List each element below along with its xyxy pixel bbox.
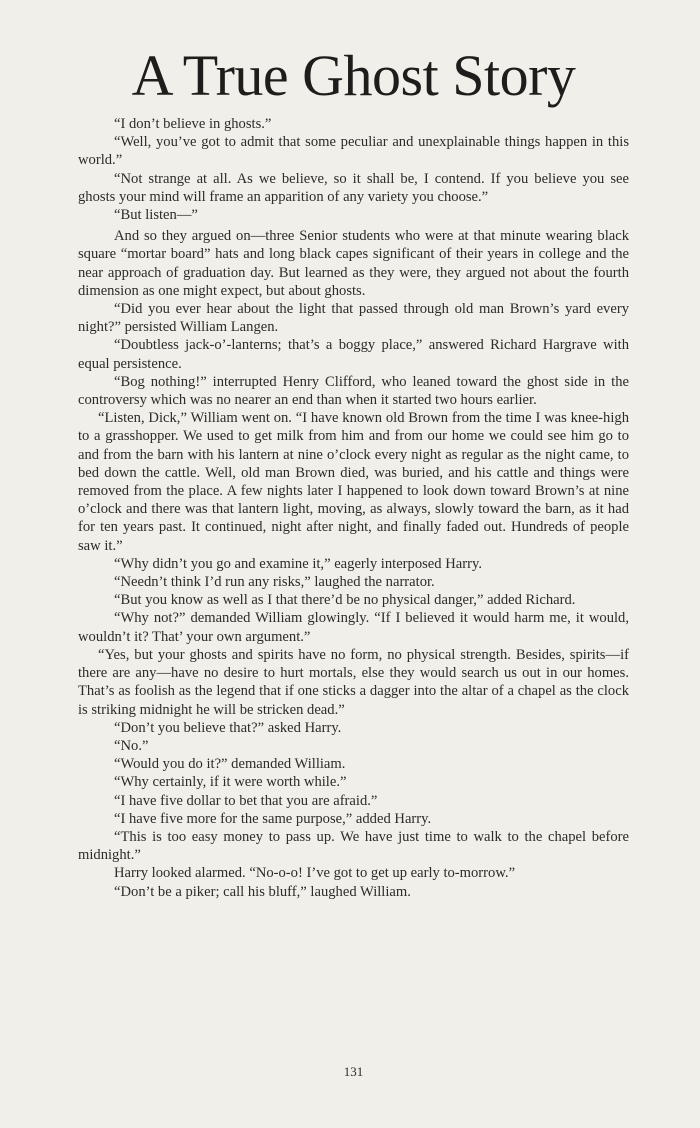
paragraph: “This is too easy money to pass up. We have just time to walk to the chapel before midnight.” xyxy=(78,828,629,864)
paragraph: “Needn’t think I’d run any risks,” laughed the narrator. xyxy=(114,574,435,591)
paragraph: Harry looked alarmed. “No-o-o! I’ve got to get up early to-morrow.” xyxy=(114,865,516,882)
paragraph: “But listen—” xyxy=(114,207,198,224)
paragraph: “I have five dollar to bet that you are afraid.” xyxy=(114,792,378,809)
paragraph: “No.” xyxy=(114,737,149,754)
paragraph: “Doubtless jack-o’-lanterns; that’s a boggy place,” answered Richard Hargrave with equal persistence. xyxy=(78,337,629,372)
paragraph: “Don’t be a piker; call his bluff,” laughed William. xyxy=(114,883,411,900)
paragraph: “I have five more for the same purpose,” added Harry. xyxy=(114,810,432,827)
paragraph: “Don’t you believe that?” asked Harry. xyxy=(114,719,342,736)
book-page xyxy=(78,0,629,1128)
paragraph: “Listen, Dick,” William went on. “I have known old Brown from the time I was knee-high to a grasshopper. We used to get milk from him and from our home we could see him go to and from the barn with his lantern at nine o’clock every night as regular as the night came, to bed down the cattle. Well, old man Brown died, was buried, and his cattle and things were removed from the place. A few nights later I happened to look down toward Brown’s at nine o’clock and there was that lantern light, moving, as always, slowly toward the barn, as it had for ten years past. It continued, night after night, and finally faded out. Hundreds of people saw it.” xyxy=(78,410,629,554)
paragraph: “Well, you’ve got to admit that some peculiar and unexplainable things happen in this world.” xyxy=(78,134,629,169)
paragraph: And so they argued on—three Senior students who were at that minute wearing black square “mortar board” hats and long black capes significant of their years in college and the near approach of graduation day. But learned as they were, they argued not about the fourth dimension as one might expect, but about ghosts. xyxy=(78,228,629,299)
paragraph: “Why certainly, if it were worth while.” xyxy=(114,774,347,791)
paragraph: “Bog nothing!” interrupted Henry Clifford, who leaned toward the ghost side in the controversy which was no nearer an end than when it started two hours earlier. xyxy=(78,373,629,409)
story-body xyxy=(78,115,629,901)
paragraph: “Did you ever hear about the light that passed through old man Brown’s yard every night?” persisted William Langen. xyxy=(78,301,629,336)
paragraph: “Not strange at all. As we believe, so it shall be, I contend. If you believe you see ghosts your mind will frame an apparition of any variety you choose.” xyxy=(78,170,629,205)
paragraph: “But you know as well as I that there’d be no physical danger,” added Richard. xyxy=(114,592,576,609)
story-title: A True Ghost Story xyxy=(131,43,576,108)
paragraph: “Why didn’t you go and examine it,” eagerly interposed Harry. xyxy=(114,555,482,572)
page-number: 131 xyxy=(343,1064,364,1079)
paragraph: “I don’t believe in ghosts.” xyxy=(114,116,272,132)
paragraph: “Why not?” demanded William glowingly. “If I believed it would harm me, it would, wouldn’t it? That’ your own argument.” xyxy=(78,610,629,645)
paragraph: “Would you do it?” demanded William. xyxy=(114,756,346,773)
paragraph: “Yes, but your ghosts and spirits have no form, no physical strength. Besides, spirits—if there are any—have no desire to hurt mortals, else they would search us out in our homes. That’s as foolish as the legend that if one sticks a dagger into the altar of a chapel as the clock is striking midnight he will be stricken dead.” xyxy=(78,646,629,718)
